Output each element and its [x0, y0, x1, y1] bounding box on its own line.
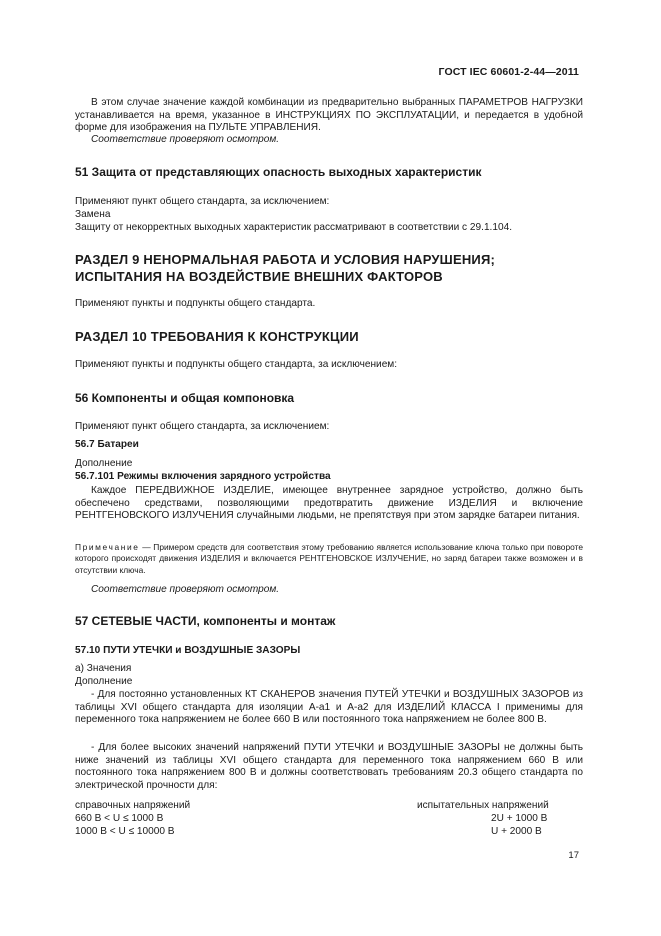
note-text: — Примером средств для соответствия этому требованию является использование ключа только при повороте которого происходят движения ИЗДЕЛИЯ и включается РЕНТГЕНОВСКОЕ ИЗЛУЧЕНИЕ, но заряд батареи также возможен и в отсутствии ключа.	[75, 542, 583, 575]
section-57-10-para-2: - Для более высоких значений напряжений ПУТИ УТЕЧКИ и ВОЗДУШНЫЕ ЗАЗОРЫ не должны быть ниже значений из таблицы XVI общего стандарта для переменного тока напряжением 660 В или постоянного тока напряжением 800 В и должны соответствовать требованиям 20.3 общего стандарта по электрической прочности для:	[75, 742, 583, 791]
table-row	[75, 813, 583, 826]
section-57-title: 57 СЕТЕВЫЕ ЧАСТИ, компоненты и монтаж	[75, 614, 336, 628]
section-56-title: 56 Компоненты и общая компоновка	[75, 391, 295, 405]
part-9-text: Применяют пункты и подпункты общего стандарта.	[75, 298, 316, 309]
part-9-title-line1: РАЗДЕЛ 9 НЕНОРМАЛЬНАЯ РАБОТА И УСЛОВИЯ НАРУШЕНИЯ;	[75, 252, 496, 267]
voltage-table-col2-header: испытательных напряжений	[417, 800, 549, 811]
section-56-7-title: 56.7 Батареи	[75, 439, 139, 450]
section-57-10-addition: Дополнение	[75, 676, 133, 687]
page-number: 17	[568, 850, 579, 861]
test-voltage-cell: 2U + 1000 В	[491, 813, 548, 824]
part-9-title	[75, 251, 495, 285]
section-51-replacement-text: Защиту от некорректных выходных характеристик рассматривают в соответствии с 29.1.104.	[75, 222, 513, 233]
table-row	[75, 826, 583, 839]
test-voltage-cell: U + 2000 В	[491, 826, 542, 837]
voltage-table	[75, 800, 583, 840]
ref-voltage-cell: 660 В < U ≤ 1000 В	[75, 813, 164, 824]
note-label: Примечание	[75, 542, 140, 552]
section-51-title: 51 Защита от представляющих опасность выходных характеристик	[75, 165, 482, 179]
section-56-text: Применяют пункт общего стандарта, за исключением:	[75, 421, 330, 432]
section-56-7-101-text: Каждое ПЕРЕДВИЖНОЕ ИЗДЕЛИЕ, имеющее внутреннее зарядное устройство, должно быть обеспечено средствами, позволяющими предотвратить движение ИЗДЕЛИЯ и включение РЕНТГЕНОВСКОГО ИЗЛУЧЕНИЯ случайными людьми, не препятствуя при этом зарядке батареи питания.	[75, 485, 583, 522]
section-57-10-title: 57.10 ПУТИ УТЕЧКИ и ВОЗДУШНЫЕ ЗАЗОРЫ	[75, 645, 301, 656]
part-10-title: РАЗДЕЛ 10 ТРЕБОВАНИЯ К КОНСТРУКЦИИ	[75, 329, 359, 344]
compliance-note-2: Соответствие проверяют осмотром.	[91, 584, 280, 595]
note-block	[75, 542, 583, 576]
section-51-replacement-label: Замена	[75, 209, 111, 220]
intro-paragraph: В этом случае значение каждой комбинации из предварительно выбранных ПАРАМЕТРОВ НАГРУЗКИ устанавливается на время, указанное в ИНСТРУКЦИЯХ ПО ЭКСПЛУАТАЦИИ, и передается в удобной форме для изображения на ПУЛЬТЕ УПРАВЛЕНИЯ.	[75, 97, 583, 134]
ref-voltage-cell: 1000 В < U ≤ 10000 В	[75, 826, 175, 837]
section-57-10-item-a: а) Значения	[75, 663, 132, 674]
part-9-title-line2: ИСПЫТАНИЯ НА ВОЗДЕЙСТВИЕ ВНЕШНИХ ФАКТОРОВ	[75, 269, 443, 284]
document-header: ГОСТ IEC 60601-2-44—2011	[438, 66, 579, 78]
voltage-table-header	[75, 800, 583, 813]
section-57-10-para-1: - Для постоянно установленных КТ СКАНЕРОВ значения ПУТЕЙ УТЕЧКИ и ВОЗДУШНЫХ ЗАЗОРОВ из таблицы XVI общего стандарта для изоляции A-a1 и A-a2 для ИЗДЕЛИЙ КЛАССА I применимы для переменного тока напряжением не более 660 В или постоянного тока напряжением не более 800 В.	[75, 689, 583, 726]
section-56-7-addition: Дополнение	[75, 458, 133, 469]
compliance-note: Соответствие проверяют осмотром.	[91, 134, 280, 145]
section-51-text: Применяют пункт общего стандарта, за исключением:	[75, 196, 330, 207]
section-56-7-101-title: 56.7.101 Режимы включения зарядного устройства	[75, 471, 331, 482]
voltage-table-col1-header: справочных напряжений	[75, 800, 191, 811]
part-10-text: Применяют пункты и подпункты общего стандарта, за исключением:	[75, 359, 398, 370]
